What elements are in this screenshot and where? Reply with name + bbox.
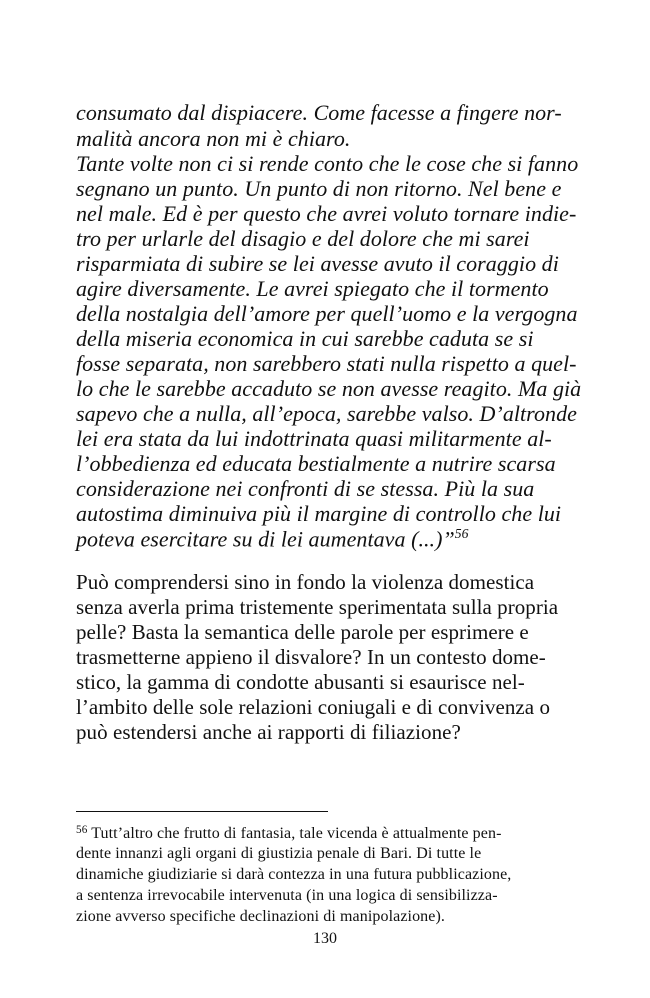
- footnote-line: Tutt’altro che frutto di fantasia, tale vicenda è attualmente pen-: [87, 825, 502, 843]
- quote-line: lei era stata da lui indottrinata quasi militarmente al-: [76, 426, 552, 451]
- paragraph-line: trasmetterne appieno il disvalore? In un contesto dome-: [76, 645, 546, 669]
- quote-line: sapevo che a nulla, all’epoca, sarebbe valso. D’altronde: [76, 401, 577, 426]
- quote-line: Tante volte non ci si rende conto che le cose che si fanno: [76, 151, 579, 176]
- quote-line: considerazione nei confronti di se stessa. Più la sua: [76, 476, 535, 501]
- quote-last-line: [76, 526, 469, 552]
- footnote-number: 56: [76, 824, 88, 836]
- page-number: 130: [313, 930, 337, 947]
- quote-line: risparmiata di subire se lei avesse avuto il coraggio di: [76, 251, 559, 276]
- paragraph-line: senza averla prima tristemente sperimentata sulla propria: [76, 595, 559, 619]
- quote-line: della nostalgia dell’amore per quell’uomo e la vergogna: [76, 301, 578, 326]
- paragraph-line: Può comprendersi sino in fondo la violenza domestica: [76, 570, 535, 594]
- footnote-first-line: [76, 824, 502, 843]
- quote-line: lo che le sarebbe accaduto se non avesse reagito. Ma già: [76, 376, 582, 401]
- footnote-separator: [76, 811, 328, 812]
- quote-line: poteva esercitare su di lei aumentava (...)”: [76, 526, 455, 552]
- paragraph-line: stico, la gamma di condotte abusanti si esaurisce nel-: [76, 670, 525, 694]
- quote-line: malità ancora non mi è chiaro.: [76, 126, 351, 151]
- footnote-line: dinamiche giudiziarie si darà contezza in una futura pubblicazione,: [76, 866, 512, 883]
- quote-line: consumato dal dispiacere. Come facesse a fingere nor-: [76, 100, 562, 125]
- quote-line: fosse separata, non sarebbero stati nulla rispetto a quel-: [76, 351, 577, 376]
- quote-line: della miseria economica in cui sarebbe caduta se si: [76, 326, 534, 351]
- quote-line: autostima diminuiva più il margine di controllo che lui: [76, 501, 562, 526]
- footnote-reference: 56: [454, 526, 469, 541]
- paragraph-line: l’ambito delle sole relazioni coniugali e di convivenza o: [76, 695, 551, 719]
- footnote-line: dente innanzi agli organi di giustizia penale di Bari. Di tutte le: [76, 845, 482, 862]
- footnote-line: zione avverso specifiche declinazioni di manipolazione).: [76, 908, 446, 925]
- quote-line: agire diversamente. Le avrei spiegato che il tormento: [76, 276, 549, 301]
- paragraph-line: pelle? Basta la semantica delle parole per esprimere e: [76, 620, 529, 644]
- quote-line: tro per urlarle del disagio e del dolore che mi sarei: [76, 226, 530, 251]
- footnote-line: a sentenza irrevocabile intervenuta (in una logica di sensibilizza-: [76, 887, 498, 904]
- paragraph-line: può estendersi anche ai rapporti di filiazione?: [76, 720, 461, 744]
- quote-line: nel male. Ed è per questo che avrei voluto tornare indie-: [76, 201, 577, 226]
- quote-line: segnano un punto. Un punto di non ritorno. Nel bene e: [76, 176, 562, 201]
- quote-line: l’obbedienza ed educata bestialmente a nutrire scarsa: [76, 451, 556, 476]
